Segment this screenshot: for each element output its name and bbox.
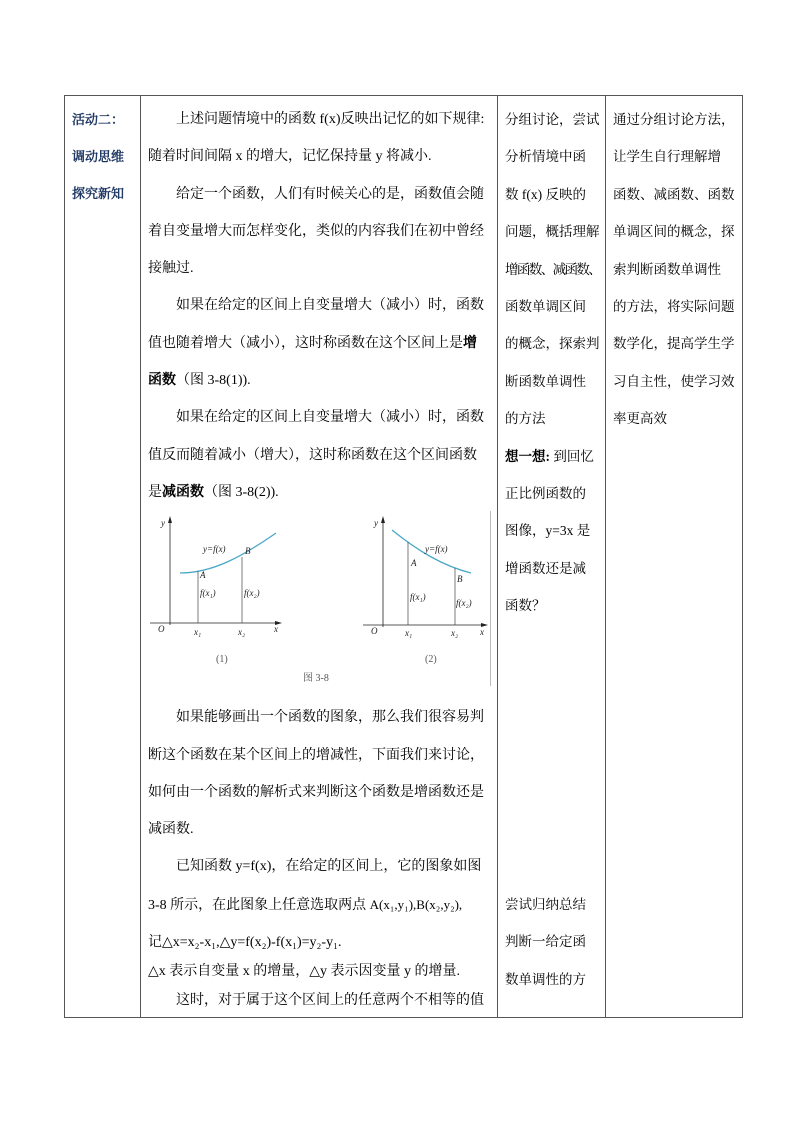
think-prompt-line	[505, 438, 600, 475]
student-line: 数 f(x) 反映的	[505, 186, 586, 202]
intent-line: 的方法，将实际问题	[613, 299, 735, 315]
x-a-label: x₁	[194, 627, 202, 638]
content-line: 这时，对于属于这个区间上的任意两个不相等的值	[176, 993, 484, 1009]
intent-line: 数学化，提高学生学	[613, 336, 735, 352]
student-line: 的方法	[505, 411, 546, 427]
student-line: 增函数还是减	[505, 560, 586, 576]
graph-decreasing	[363, 516, 488, 665]
content-line	[148, 325, 497, 362]
content-line: 着自变量增大而怎样变化，类似的内容我们在初中曾经	[148, 223, 484, 239]
axis-x-label: x	[480, 627, 484, 638]
intent-line: 率更高效	[613, 411, 667, 427]
point-a-label: A	[411, 558, 417, 569]
y-axis-arrow	[381, 516, 385, 523]
figure-caption: 图 3-8	[303, 673, 329, 685]
content-line	[148, 474, 497, 511]
student-activity-group	[505, 101, 600, 625]
student-line: 问题，概括理解	[505, 224, 600, 240]
content-line: 给定一个函数，人们有时候关心的是，函数值会随	[176, 186, 484, 202]
student-activity-group	[505, 886, 586, 998]
activity-title-line: 探究新知	[72, 186, 125, 201]
think-label: 想一想:	[505, 448, 550, 464]
curve-label: y=f(x)	[425, 544, 448, 555]
axis-y-label: y	[374, 518, 378, 529]
intent-line: 函数、减函数、函数	[613, 186, 735, 202]
content-line	[148, 362, 497, 399]
student-line: 数单调性的方	[505, 971, 586, 987]
content-cell	[140, 95, 497, 1017]
f-a-label: f(x₁)	[410, 592, 426, 603]
f-b-label: f(x₂)	[456, 598, 472, 609]
term-bold: 增	[463, 335, 477, 351]
content-text: 是	[148, 484, 162, 500]
term-bold: 函数	[148, 373, 176, 389]
content-line: 断这个函数在某个区间上的增减性，下面我们来讨论，	[148, 747, 484, 763]
student-line: 正比例函数的	[505, 486, 586, 502]
content-line: 如何由一个函数的解析式来判断这个函数是增函数还是	[148, 784, 484, 800]
student-line: 尝试归纳总结	[505, 897, 586, 912]
f-a-label: f(x₁)	[200, 588, 216, 599]
activity-title-line: 调动思维	[72, 149, 125, 164]
function-graphs-figure	[143, 511, 492, 699]
student-line: 判断一给定函	[505, 934, 586, 950]
curve-increasing	[180, 533, 276, 573]
term-bold: 减函数	[162, 484, 204, 500]
graph-number: (1)	[216, 654, 228, 666]
content-line: 减函数.	[148, 822, 194, 838]
graph-number: (2)	[425, 654, 437, 666]
content-text: 值也随着增大（减小），这时称函数在这个区间上是	[148, 335, 463, 351]
intent-line: 单调区间的概念，探	[613, 224, 735, 240]
activity-cell	[64, 95, 140, 1017]
point-b-label: B	[457, 574, 463, 585]
axis-y-label: y	[161, 518, 165, 529]
graph-increasing	[150, 516, 282, 665]
student-line: 分析情境中函	[505, 149, 586, 165]
content-line: 如果在给定的区间上自变量增大（减小）时，函数	[176, 298, 484, 314]
content-text: （图 3-8(2)).	[204, 484, 279, 500]
f-b-label: f(x₂)	[244, 588, 260, 599]
content-line: △x 表示自变量 x 的增量，△y 表示因变量 y 的增量.	[148, 964, 461, 980]
content-text: （图 3-8(1)).	[176, 373, 251, 389]
student-line: 的概念，探索判	[505, 336, 600, 352]
student-line: 分组讨论，尝试	[505, 112, 600, 127]
student-line: 断函数单调性	[505, 373, 586, 389]
content-line	[148, 886, 497, 924]
point-a-label: A	[200, 570, 206, 581]
origin-label: O	[158, 624, 165, 635]
intent-line: 习自主性，使学习效	[613, 373, 735, 389]
content-line: 值反而随着减小（增大），这时称函数在这个区间函数	[148, 447, 477, 463]
content-line: 接触过.	[148, 261, 194, 277]
content-line: 如果在给定的区间上自变量增大（减小）时，函数	[176, 410, 484, 426]
axis-x-label: x	[274, 624, 278, 635]
origin-label: O	[371, 626, 378, 637]
content-line: 随着时间间隔 x 的增大，记忆保持量 y 将减小.	[148, 149, 432, 165]
y-axis-arrow	[168, 516, 172, 523]
activity-label: 活动二：	[72, 112, 125, 127]
x-b-label: x₂	[451, 628, 459, 639]
point-coordinates: A(x₁,y₁),B(x₂,y₂),	[369, 896, 463, 912]
content-line: 上述问题情境中的函数 f(x)反映出记忆的如下规律:	[176, 112, 485, 127]
curve-label: y=f(x)	[203, 544, 226, 555]
student-line: 函数单调区间	[505, 299, 586, 315]
x-a-label: x₁	[405, 628, 413, 639]
point-b-label: B	[245, 546, 251, 557]
student-line: 图像，y=3x 是	[505, 523, 591, 539]
content-line: 如果能够画出一个函数的图象，那么我们很容易判	[176, 710, 484, 726]
intent-line: 索判断函数单调性	[613, 261, 721, 277]
student-line: 函数？	[505, 598, 546, 614]
student-activity-cell	[497, 95, 605, 1017]
student-line: 增函数、减函数、	[505, 261, 601, 277]
content-text: 3-8 所示，在此图象上任意选取两点	[148, 897, 370, 913]
intent-line: 让学生自行理解增	[613, 149, 721, 165]
think-text: 到回忆	[550, 448, 594, 464]
design-intent-cell	[605, 95, 742, 1017]
content-line: 已知函数 y=f(x)，在给定的区间上，它的图象如图	[176, 859, 482, 875]
content-line: 记△x=x₂-x₁,△y=f(x₂)-f(x₁)=y₂-y₁.	[148, 935, 342, 951]
intent-line: 通过分组讨论方法，	[613, 112, 735, 127]
x-b-label: x₂	[238, 627, 246, 638]
